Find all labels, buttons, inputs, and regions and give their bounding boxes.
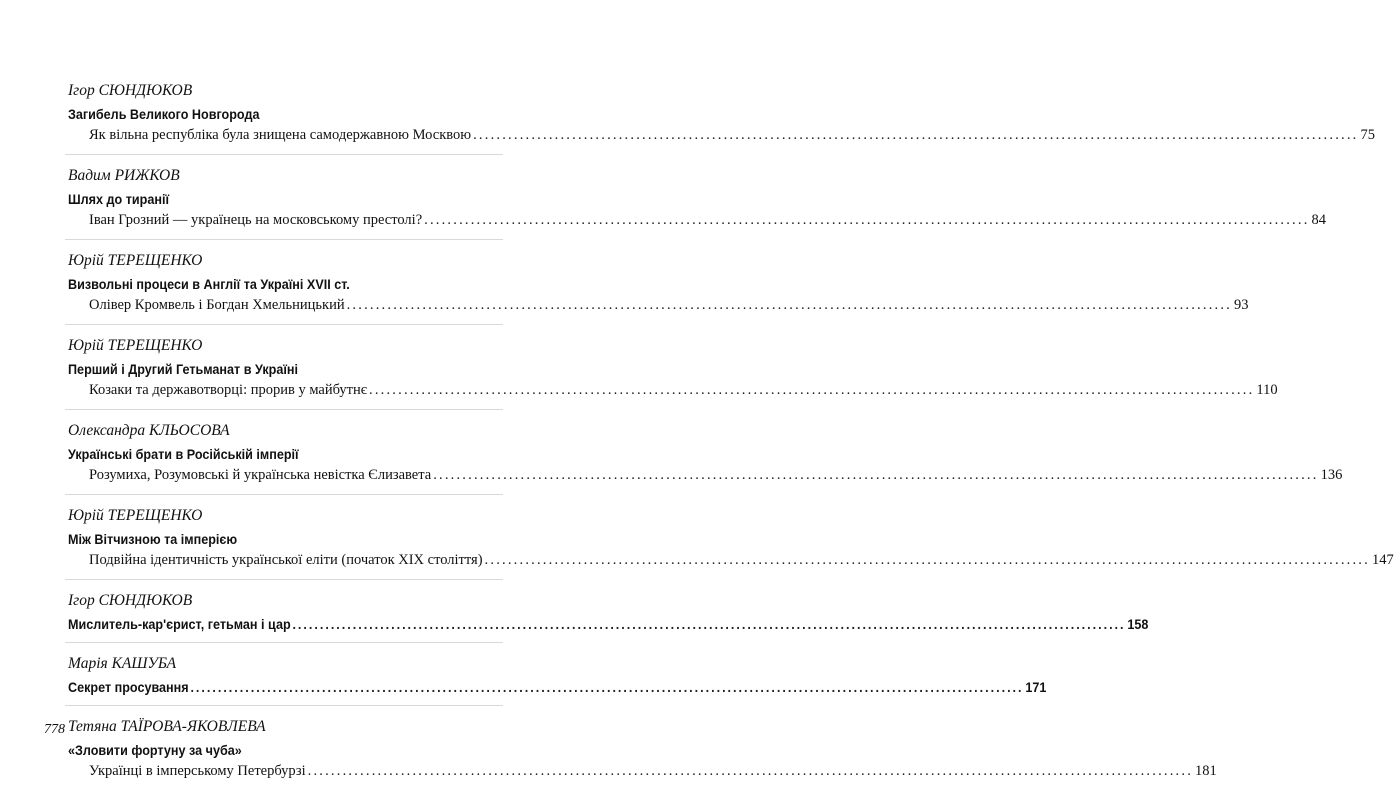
subtitle-text: Українці в імперському Петербурзі bbox=[89, 763, 306, 779]
page-ref: 181 bbox=[1195, 763, 1217, 779]
dot-leader bbox=[308, 760, 1193, 782]
essay-title bbox=[68, 677, 1047, 697]
essay-subtitle bbox=[68, 209, 1327, 231]
subtitle-text: Подвійна ідентичність української еліти (початок XIX століття) bbox=[89, 552, 483, 568]
title-text: Шлях до тиранії bbox=[68, 191, 169, 207]
title-text: Перший і Другий Гетьманат в Україні bbox=[68, 361, 299, 377]
toc-section bbox=[68, 716, 1217, 782]
section-divider bbox=[65, 324, 503, 325]
author-name: Тетяна ТАЇРОВА-ЯКОВЛЕВА bbox=[68, 718, 266, 735]
essay-title bbox=[68, 104, 500, 124]
page-ref: 147 bbox=[1371, 552, 1394, 568]
section-divider bbox=[65, 642, 503, 643]
page-ref: 136 bbox=[1320, 467, 1343, 483]
essay-title bbox=[68, 274, 500, 294]
subtitle-text: Олівер Кромвель і Богдан Хмельницький bbox=[89, 297, 345, 313]
toc-section bbox=[68, 80, 1376, 146]
dot-leader bbox=[424, 209, 1309, 231]
toc-section bbox=[68, 505, 1394, 571]
essay-subtitle bbox=[68, 549, 1394, 571]
dot-leader bbox=[369, 379, 1254, 401]
author-name: Олександра КЛЬОСОВА bbox=[68, 422, 230, 439]
essay-subtitle bbox=[68, 379, 1278, 401]
subtitle-text: Козаки та державотворці: прорив у майбутнє bbox=[89, 382, 367, 398]
author-name: Юрій ТЕРЕЩЕНКО bbox=[68, 252, 203, 269]
subtitle-text: Як вільна республіка була знищена самодержавною Москвою bbox=[89, 127, 472, 143]
essay-title bbox=[68, 444, 500, 464]
dot-leader bbox=[347, 294, 1232, 316]
essay-subtitle bbox=[68, 124, 1376, 146]
essay-title bbox=[68, 614, 1149, 634]
section-divider bbox=[65, 579, 503, 580]
page-ref: 110 bbox=[1256, 382, 1278, 398]
dot-leader bbox=[485, 549, 1370, 571]
section-divider bbox=[65, 409, 503, 410]
dot-leader bbox=[292, 614, 1125, 634]
page-ref: 171 bbox=[1025, 679, 1047, 695]
toc-section bbox=[68, 335, 1278, 401]
author-name: Юрій ТЕРЕЩЕНКО bbox=[68, 337, 203, 354]
page-ref: 93 bbox=[1234, 297, 1249, 313]
title-text: Загибель Великого Новгорода bbox=[68, 106, 260, 122]
subtitle-text: Розумиха, Розумовські й українська невістка Єлизавета bbox=[89, 467, 432, 483]
essay-subtitle bbox=[68, 464, 1343, 486]
subtitle-text: Іван Грозний — українець на московському престолі? bbox=[89, 212, 423, 228]
author-name: Ігор СЮНДЮКОВ bbox=[68, 592, 193, 609]
toc-section bbox=[68, 590, 1149, 634]
author-name: Вадим РИЖКОВ bbox=[68, 167, 180, 184]
title-text: Мислитель-кар'єрист, гетьман і цар bbox=[68, 616, 291, 632]
page-ref: 75 bbox=[1360, 127, 1376, 143]
title-text: «Зловити фортуну за чуба» bbox=[68, 742, 242, 758]
essay-subtitle bbox=[68, 294, 1249, 316]
page-number: 778 bbox=[44, 722, 65, 737]
section-divider bbox=[65, 494, 503, 495]
section-divider bbox=[65, 154, 503, 155]
author-name: Марія КАШУБА bbox=[68, 655, 177, 672]
section-divider bbox=[65, 239, 503, 240]
essay-title bbox=[68, 189, 500, 209]
title-text: Секрет просування bbox=[68, 679, 189, 695]
dot-leader bbox=[473, 124, 1358, 146]
dot-leader bbox=[433, 464, 1318, 486]
essay-title bbox=[68, 529, 500, 549]
essay-title bbox=[68, 359, 500, 379]
page-ref: 84 bbox=[1311, 212, 1327, 228]
author-name: Юрій ТЕРЕЩЕНКО bbox=[68, 507, 203, 524]
author-name: Ігор СЮНДЮКОВ bbox=[68, 82, 193, 99]
essay-subtitle bbox=[68, 760, 1217, 782]
toc-section bbox=[68, 250, 1249, 316]
dot-leader bbox=[190, 677, 1023, 697]
page-ref: 158 bbox=[1127, 616, 1149, 632]
toc-section bbox=[68, 165, 1327, 231]
title-text: Між Вітчизною та імперією bbox=[68, 531, 238, 547]
toc-section bbox=[68, 420, 1343, 486]
title-text: Визвольні процеси в Англії та Україні XVII ст. bbox=[68, 276, 350, 292]
section-divider bbox=[65, 705, 503, 706]
essay-title bbox=[68, 740, 500, 760]
toc-section bbox=[68, 653, 1047, 697]
title-text: Українські брати в Російській імперії bbox=[68, 446, 299, 462]
table-of-contents bbox=[68, 80, 1394, 782]
